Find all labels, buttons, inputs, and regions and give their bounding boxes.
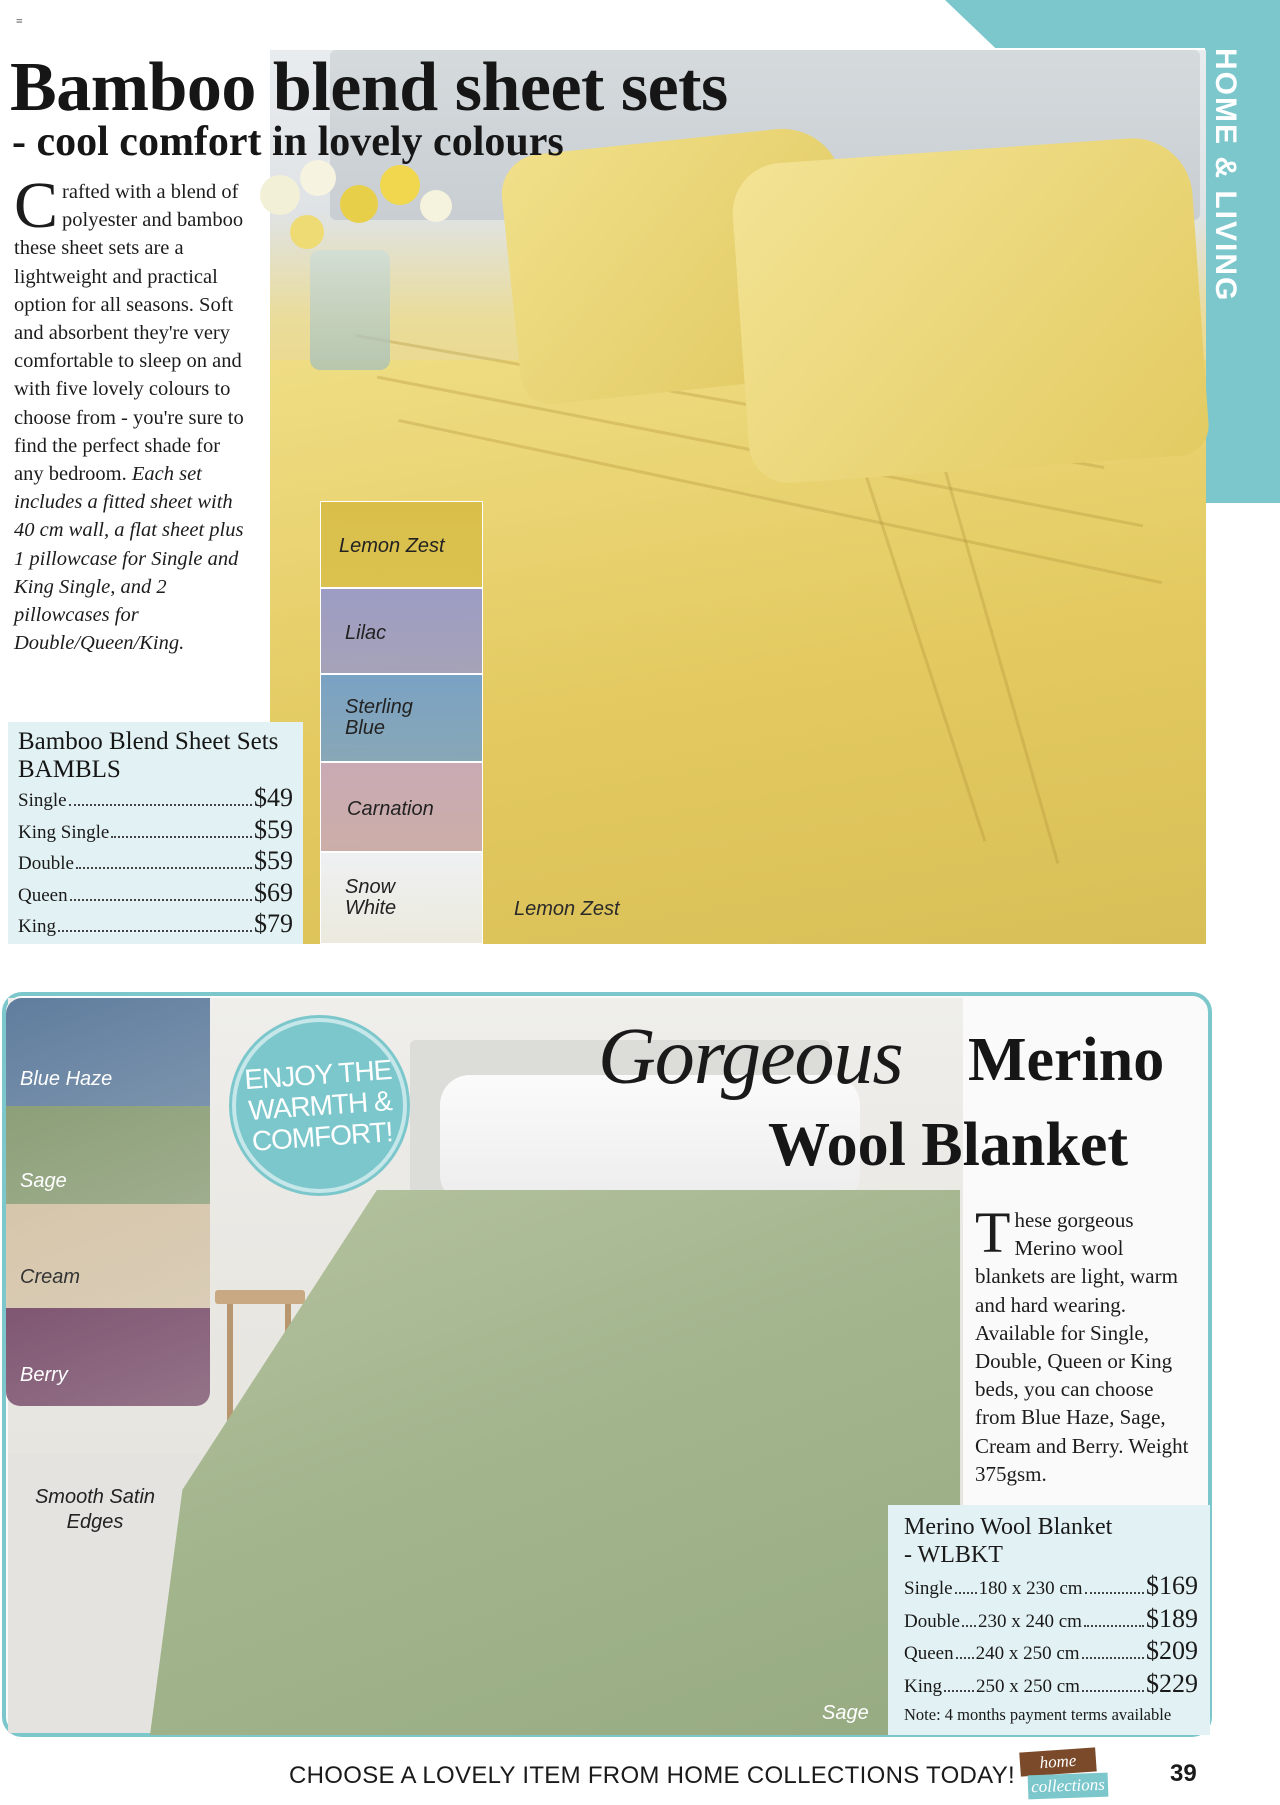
swatch-label: Sterling Blue xyxy=(345,696,413,739)
price: $59 xyxy=(254,846,293,875)
dimensions: 230 x 240 cm xyxy=(977,1610,1082,1632)
merino-price-code: - WLBKT xyxy=(904,1542,1003,1568)
price: $49 xyxy=(254,783,293,812)
dimensions: 180 x 230 cm xyxy=(978,1578,1083,1599)
price: $169 xyxy=(1146,1571,1198,1600)
dimensions: 240 x 250 cm xyxy=(975,1643,1080,1664)
price-row xyxy=(904,1571,1198,1604)
merino-title-line2: Wool Blanket xyxy=(768,1111,1129,1179)
merino-title-script: Gorgeous xyxy=(598,1013,903,1101)
price: $209 xyxy=(1146,1636,1198,1665)
bamboo-price-code: BAMBLS xyxy=(18,756,121,783)
satin-edges-label: Smooth Satin Edges xyxy=(34,1486,156,1533)
merino-title-line1: Merino xyxy=(968,1026,1165,1094)
price-row xyxy=(904,1636,1198,1669)
logo-home: home xyxy=(1019,1747,1096,1776)
merino-price-title: Merino Wool Blanket xyxy=(904,1514,1113,1540)
swatch-label: Snow White xyxy=(345,876,397,919)
bamboo-price-title: Bamboo Blend Sheet Sets xyxy=(18,728,279,755)
merino-text: hese gorgeous Merino wool blankets are light, warm and hard wearing. Available for Single, Double, Queen or King beds, you can choose from Blue Haze, Sage, Cream and Berry. Weight 375gsm. xyxy=(975,1208,1189,1486)
size-label: Double xyxy=(904,1610,960,1632)
bamboo-description xyxy=(14,169,252,657)
enjoy-badge-text: ENJOY THE WARMTH & COMFORT! xyxy=(242,1053,393,1157)
swatch-lemon-zest xyxy=(320,501,483,588)
size-label: Queen xyxy=(18,884,68,906)
swatch-label: Lilac xyxy=(345,622,387,644)
price-row xyxy=(18,847,293,879)
swatch-sterling-blue xyxy=(320,674,483,762)
swatch-carnation xyxy=(320,762,483,852)
swatch-sage xyxy=(6,1106,210,1204)
page-number: 39 xyxy=(1170,1760,1197,1787)
bamboo-title: Bamboo blend sheet sets xyxy=(10,49,728,126)
swatch-label: Berry xyxy=(20,1364,68,1386)
corner-mark: ≡ xyxy=(16,14,23,28)
bamboo-intro-italic: Each set includes a fitted sheet with 40 cm wall, a flat sheet plus 1 pillowcase for Single and King Single, and 2 pillowcases for Double/Queen/King. xyxy=(14,463,244,655)
side-tab-text: HOME & LIVING xyxy=(1209,48,1242,303)
swatch-label: Lemon Zest xyxy=(339,535,445,557)
footer-tagline: CHOOSE A LOVELY ITEM FROM HOME COLLECTIONS TODAY! xyxy=(289,1762,1015,1789)
swatch-lilac xyxy=(320,588,483,674)
swatch-blue-haze xyxy=(6,998,210,1106)
dimensions: 250 x 250 cm xyxy=(976,1675,1080,1697)
size-label: Queen xyxy=(904,1643,954,1664)
price: $69 xyxy=(254,877,293,907)
payment-note: Note: 4 months payment terms available xyxy=(904,1705,1172,1724)
swatch-label: Carnation xyxy=(347,798,434,820)
size-label: Double xyxy=(18,853,74,874)
merino-description xyxy=(975,1200,1197,1488)
blanket-photo-caption: Sage xyxy=(822,1702,869,1724)
sheet-photo-caption: Lemon Zest xyxy=(514,898,620,920)
swatch-cream xyxy=(6,1204,210,1308)
pillow-front xyxy=(729,134,1210,485)
price: $59 xyxy=(254,814,293,844)
side-tab-top xyxy=(945,0,1280,48)
price-row xyxy=(18,784,293,816)
enjoy-badge xyxy=(232,1018,407,1193)
swatch-label: Blue Haze xyxy=(20,1068,113,1090)
vase xyxy=(310,250,390,370)
flowers xyxy=(250,155,470,265)
logo-collections: collections xyxy=(1028,1773,1109,1800)
price-row xyxy=(18,816,293,848)
bamboo-intro-text: rafted with a blend of polyester and bamboo these sheet sets are a lightweight and practical option for all seasons. Soft and absorbent they're very comfortable to sleep on and with five lovely colours to choose from - you're sure to find the perfect shade for any bedroom. xyxy=(14,181,244,486)
price-row xyxy=(18,910,293,942)
size-label: Single xyxy=(18,790,67,811)
price-row xyxy=(18,879,293,911)
swatch-label: Sage xyxy=(20,1170,67,1192)
size-label: King xyxy=(904,1675,942,1697)
price: $229 xyxy=(1146,1668,1198,1698)
bamboo-dropcap: C xyxy=(14,169,59,242)
swatch-label: Cream xyxy=(20,1266,81,1288)
swatch-berry xyxy=(6,1308,210,1406)
home-collections-logo xyxy=(1020,1750,1106,1800)
merino-dropcap: T xyxy=(975,1200,1011,1265)
price-row xyxy=(904,1604,1198,1637)
size-label: King Single xyxy=(18,821,110,843)
merino-price-box xyxy=(888,1505,1210,1735)
bamboo-price-box xyxy=(8,722,303,944)
bamboo-subtitle: - cool comfort in lovely colours xyxy=(12,119,564,165)
swatch-snow-white xyxy=(320,852,483,944)
size-label: King xyxy=(18,916,56,937)
price: $79 xyxy=(254,909,293,938)
price-row xyxy=(904,1669,1198,1702)
price: $189 xyxy=(1146,1603,1198,1633)
size-label: Single xyxy=(904,1578,953,1599)
